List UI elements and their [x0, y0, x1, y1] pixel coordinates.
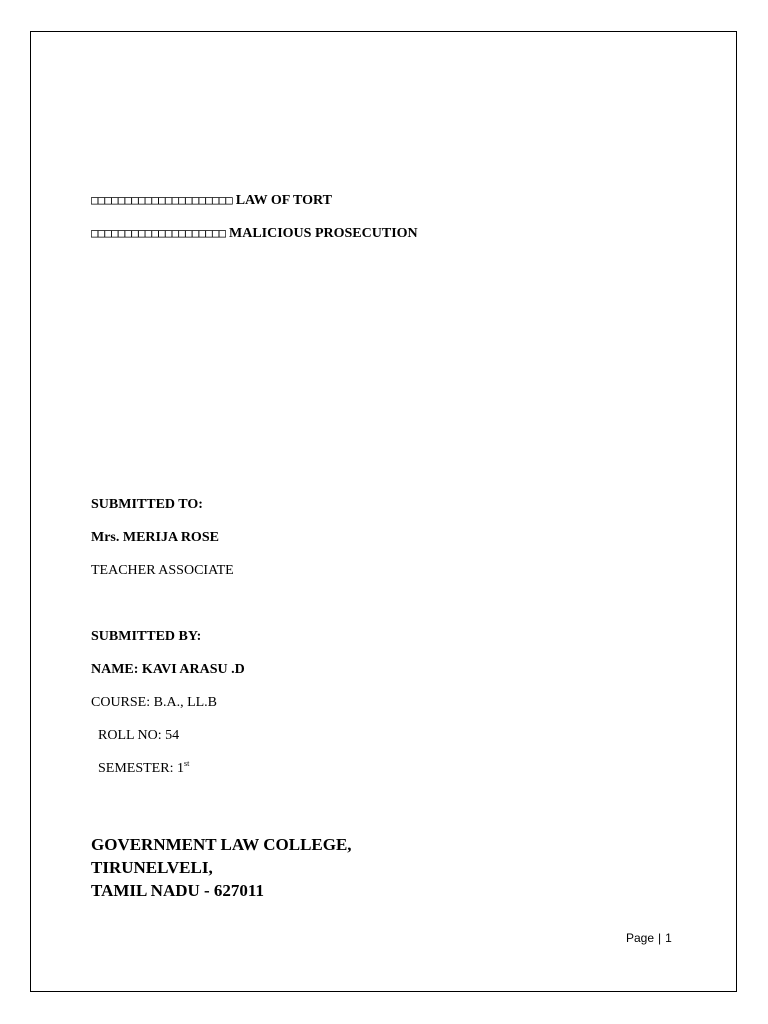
semester-text: SEMESTER: 1: [98, 761, 184, 776]
document-page: [30, 31, 737, 992]
student-course: COURSE: B.A., LL.B: [91, 695, 218, 710]
semester-suffix: st: [183, 759, 190, 768]
subject-title: LAW OF TORT: [235, 193, 332, 208]
topic-title: MALICIOUS PROSECUTION: [229, 226, 418, 241]
page-label: Page: [626, 931, 655, 945]
submitted-by-heading: SUBMITTED BY:: [91, 629, 202, 644]
college-line-3: TAMIL NADU - 627011: [91, 881, 264, 900]
topic-line: [91, 225, 418, 242]
missing-glyphs: □□□□□□□□□□□□□□□□□□□□: [91, 226, 226, 240]
submitted-to-heading: SUBMITTED TO:: [91, 497, 203, 512]
student-roll: ROLL NO: 54: [98, 728, 180, 743]
teacher-designation: TEACHER ASSOCIATE: [91, 563, 234, 578]
college-line-2: TIRUNELVELI,: [91, 858, 213, 877]
student-semester: [98, 760, 189, 777]
page-separator: |: [658, 931, 662, 945]
college-line-1: GOVERNMENT LAW COLLEGE,: [91, 835, 352, 854]
teacher-name: Mrs. MERIJA ROSE: [91, 530, 219, 545]
missing-glyphs: □□□□□□□□□□□□□□□□□□□□□: [91, 193, 233, 207]
page-number: 1: [665, 931, 672, 945]
subject-line: [91, 192, 332, 209]
student-name: NAME: KAVI ARASU .D: [91, 662, 245, 677]
page-footer: [626, 931, 672, 945]
